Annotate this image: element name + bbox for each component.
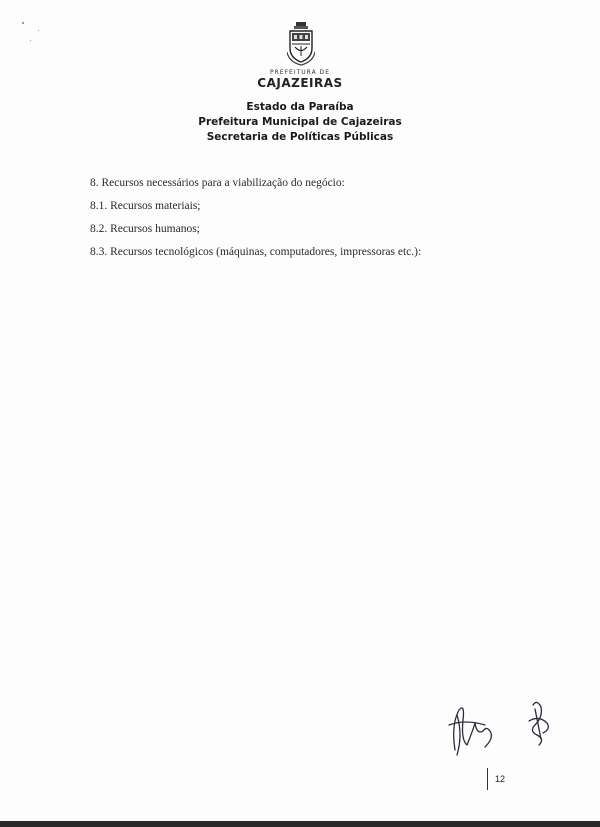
scan-speck [22, 22, 24, 24]
coat-of-arms-logo [287, 22, 315, 66]
list-item-human-resources: 8.2. Recursos humanos; [90, 223, 200, 235]
document-body [90, 176, 530, 268]
list-item-resources-needed: 8. Recursos necessários para a viabilização do negócio: [90, 177, 345, 189]
scan-bottom-edge [0, 821, 600, 827]
list-item-technological-resources: 8.3. Recursos tecnológicos (máquinas, computadores, impressoras etc.): [90, 246, 422, 258]
header-state: Estado da Paraíba [246, 101, 354, 113]
page-number: 12 [495, 774, 506, 784]
list-item-material-resources: 8.1. Recursos materiais; [90, 200, 201, 212]
scan-speck [30, 40, 31, 41]
handwritten-signatures [445, 695, 565, 765]
logo-caption-prefeitura: PREFEITURA DE [270, 69, 330, 76]
header-secretariat: Secretaria de Políticas Públicas [206, 131, 394, 143]
logo-caption-cajazeiras: CAJAZEIRAS [257, 76, 343, 90]
scan-speck [38, 30, 39, 31]
header-municipality: Prefeitura Municipal de Cajazeiras [198, 116, 402, 128]
